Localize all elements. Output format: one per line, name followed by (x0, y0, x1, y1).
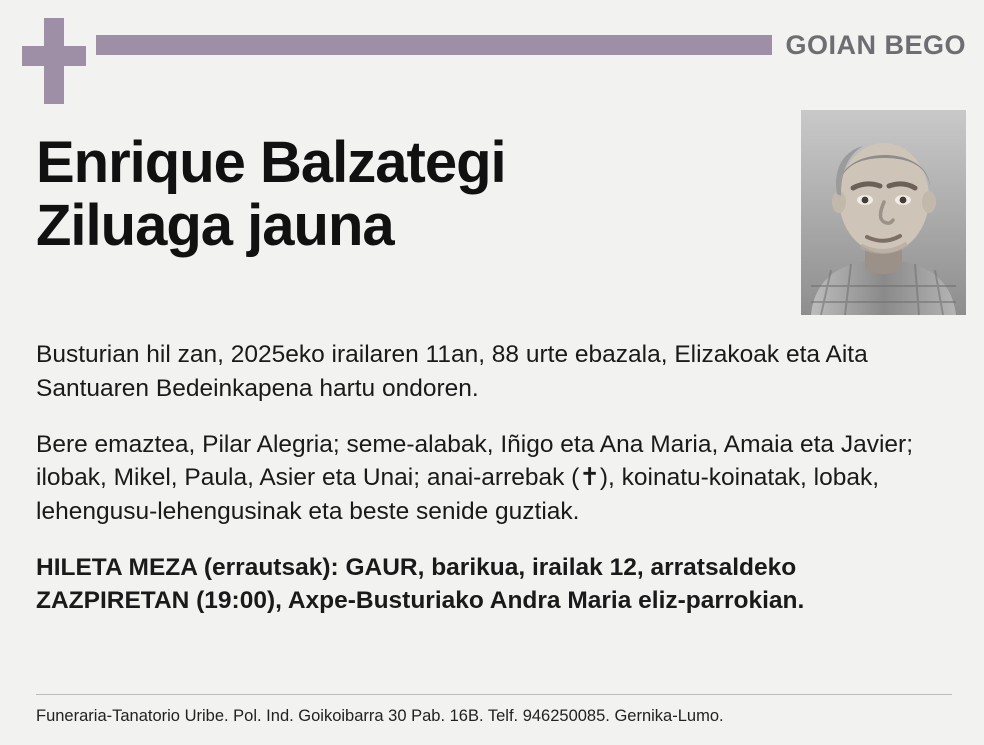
deceased-name: Enrique Balzategi Ziluaga jauna (36, 130, 506, 258)
cross-icon (22, 18, 86, 104)
portrait-photo (801, 110, 966, 315)
funeral-home-footer: Funeraria-Tanatorio Uribe. Pol. Ind. Goikoibarra 30 Pab. 16B. Telf. 946250085. Gernika-Lumo. (36, 707, 724, 725)
notice-body (36, 338, 952, 617)
banner-label: GOIAN BEGO (785, 30, 966, 60)
notice-paragraph-2: Bere emaztea, Pilar Alegria; seme-alabak, Iñigo eta Ana Maria, Amaia eta Javier; ilobak, Mikel, Paula, Asier eta Unai; anai-arrebak (✝), koinatu-koinatak, lobak, lehengusu-lehengusinak eta beste senide guztiak. (36, 430, 914, 526)
notice-paragraph-1: Busturian hil zan, 2025eko irailaren 11an, 88 urte ebazala, Elizakoak eta Aita Santuaren Bedeinkapena hartu ondoren. (36, 341, 868, 402)
top-banner (0, 0, 984, 104)
banner-rule (96, 35, 772, 55)
footer-divider (36, 694, 952, 695)
funeral-mass-details: HILETA MEZA (errautsak): GAUR, barikua, irailak 12, arratsaldeko ZAZPIRETAN (19:00), Axpe-Busturiako Andra Maria eliz-parrokian. (36, 553, 805, 615)
